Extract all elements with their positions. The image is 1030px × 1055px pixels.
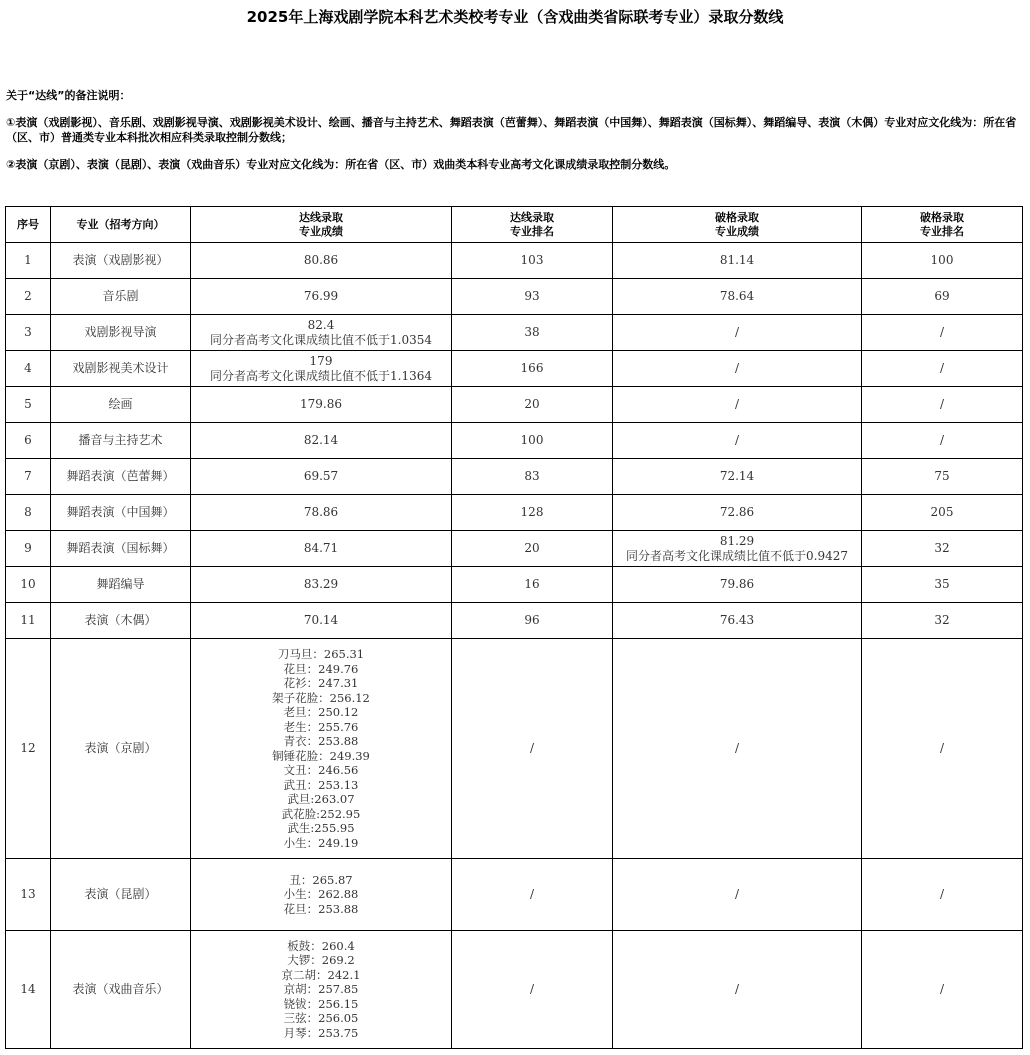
pass-rank-cell: 20: [452, 531, 613, 567]
pass-rank-cell: 93: [452, 279, 613, 315]
major-cell: 播音与主持艺术: [51, 423, 191, 459]
pass-score-cell: 82.4 同分者高考文化课成绩比值不低于1.0354: [191, 315, 452, 351]
header-exception-score: 破格录取 专业成绩: [613, 207, 862, 243]
major-cell: 戏剧影视美术设计: [51, 351, 191, 387]
table-row: [6, 567, 1023, 603]
note-2: ②表演（京剧）、表演（昆剧）、表演（戏曲音乐）专业对应文化线为：所在省（区、市）戏曲类本科专业高考文化课成绩录取控制分数线。: [6, 158, 676, 171]
pass-rank-cell: 38: [452, 315, 613, 351]
seq-cell: 7: [6, 459, 51, 495]
table-row: [6, 459, 1023, 495]
exception-rank-cell: /: [862, 931, 1023, 1049]
seq-cell: 8: [6, 495, 51, 531]
exception-rank-cell: /: [862, 387, 1023, 423]
header-major: 专业（招考方向）: [51, 207, 191, 243]
pass-score-cell: 82.14: [191, 423, 452, 459]
table-row: [6, 639, 1023, 859]
seq-cell: 11: [6, 603, 51, 639]
pass-score-cell: 179 同分者高考文化课成绩比值不低于1.1364: [191, 351, 452, 387]
exception-rank-cell: 32: [862, 531, 1023, 567]
header-pass-score: 达线录取 专业成绩: [191, 207, 452, 243]
pass-rank-cell: /: [452, 639, 613, 859]
table-row: [6, 859, 1023, 931]
pass-rank-cell: 96: [452, 603, 613, 639]
note-1: ①表演（戏剧影视）、音乐剧、戏剧影视导演、戏剧影视美术设计、绘画、播音与主持艺术、舞蹈表演（芭蕾舞）、舞蹈表演（中国舞）、舞蹈表演（国标舞）、舞蹈编导、表演（木偶）专业对应文化线为：所在省（区、市）普通类专业本科批次相应科类录取控制分数线；: [6, 116, 1017, 144]
pass-rank-cell: 103: [452, 243, 613, 279]
exception-score-cell: /: [613, 639, 862, 859]
seq-cell: 3: [6, 315, 51, 351]
exception-rank-cell: 75: [862, 459, 1023, 495]
exception-score-cell: 72.14: [613, 459, 862, 495]
exception-score-cell: 72.86: [613, 495, 862, 531]
notes-section: [6, 88, 1024, 184]
table-row: [6, 351, 1023, 387]
major-cell: 舞蹈表演（芭蕾舞）: [51, 459, 191, 495]
exception-score-cell: /: [613, 387, 862, 423]
exception-rank-cell: 69: [862, 279, 1023, 315]
major-cell: 表演（京剧）: [51, 639, 191, 859]
exception-score-cell: 81.14: [613, 243, 862, 279]
major-cell: 舞蹈表演（国标舞）: [51, 531, 191, 567]
seq-cell: 13: [6, 859, 51, 931]
exception-rank-cell: 32: [862, 603, 1023, 639]
major-cell: 音乐剧: [51, 279, 191, 315]
pass-rank-cell: 83: [452, 459, 613, 495]
exception-rank-cell: /: [862, 639, 1023, 859]
notes-heading: 关于“达线”的备注说明：: [6, 89, 131, 102]
pass-score-cell: 84.71: [191, 531, 452, 567]
seq-cell: 9: [6, 531, 51, 567]
major-cell: 表演（昆剧）: [51, 859, 191, 931]
table-row: [6, 931, 1023, 1049]
seq-cell: 12: [6, 639, 51, 859]
pass-score-cell: 刀马旦：265.31 花旦：249.76 花衫：247.31 架子花脸：256.12 老旦：250.12 老生：255.76 青衣：253.88 铜锤花脸：249.39 文丑：246.56 武丑：253.13 武旦:263.07 武花脸:252.95 武生:255.95 小生：249.19: [191, 639, 452, 859]
pass-rank-cell: 128: [452, 495, 613, 531]
table-header-row: [6, 207, 1023, 243]
table-row: [6, 603, 1023, 639]
seq-cell: 6: [6, 423, 51, 459]
exception-rank-cell: /: [862, 315, 1023, 351]
major-cell: 表演（木偶）: [51, 603, 191, 639]
seq-cell: 1: [6, 243, 51, 279]
major-cell: 舞蹈编导: [51, 567, 191, 603]
seq-cell: 10: [6, 567, 51, 603]
exception-score-cell: 81.29 同分者高考文化课成绩比值不低于0.9427: [613, 531, 862, 567]
header-exception-rank: 破格录取 专业排名: [862, 207, 1023, 243]
table-row: [6, 423, 1023, 459]
pass-score-cell: 板鼓：260.4 大锣：269.2 京二胡：242.1 京胡：257.85 铙钹：256.15 三弦：256.05 月琴：253.75: [191, 931, 452, 1049]
pass-score-cell: 76.99: [191, 279, 452, 315]
table-row: [6, 387, 1023, 423]
page-title: 2025年上海戏剧学院本科艺术类校考专业（含戏曲类省际联考专业）录取分数线: [246, 8, 784, 26]
pass-score-cell: 70.14: [191, 603, 452, 639]
exception-score-cell: /: [613, 859, 862, 931]
pass-rank-cell: /: [452, 859, 613, 931]
header-pass-rank: 达线录取 专业排名: [452, 207, 613, 243]
seq-cell: 5: [6, 387, 51, 423]
major-cell: 戏剧影视导演: [51, 315, 191, 351]
admission-score-table: [5, 206, 1023, 1049]
header-seq: 序号: [6, 207, 51, 243]
pass-score-cell: 78.86: [191, 495, 452, 531]
table-row: [6, 279, 1023, 315]
table-row: [6, 243, 1023, 279]
table-row: [6, 315, 1023, 351]
seq-cell: 14: [6, 931, 51, 1049]
seq-cell: 2: [6, 279, 51, 315]
exception-rank-cell: 35: [862, 567, 1023, 603]
pass-score-cell: 丑：265.87 小生：262.88 花旦：253.88: [191, 859, 452, 931]
pass-rank-cell: 100: [452, 423, 613, 459]
table-row: [6, 531, 1023, 567]
pass-score-cell: 80.86: [191, 243, 452, 279]
major-cell: 绘画: [51, 387, 191, 423]
major-cell: 表演（戏剧影视）: [51, 243, 191, 279]
exception-score-cell: /: [613, 423, 862, 459]
table-row: [6, 495, 1023, 531]
exception-rank-cell: /: [862, 423, 1023, 459]
major-cell: 表演（戏曲音乐）: [51, 931, 191, 1049]
exception-rank-cell: /: [862, 859, 1023, 931]
exception-score-cell: 79.86: [613, 567, 862, 603]
exception-rank-cell: 205: [862, 495, 1023, 531]
exception-score-cell: /: [613, 351, 862, 387]
exception-rank-cell: 100: [862, 243, 1023, 279]
seq-cell: 4: [6, 351, 51, 387]
pass-rank-cell: 16: [452, 567, 613, 603]
pass-rank-cell: /: [452, 931, 613, 1049]
exception-score-cell: 78.64: [613, 279, 862, 315]
exception-score-cell: 76.43: [613, 603, 862, 639]
exception-score-cell: /: [613, 315, 862, 351]
major-cell: 舞蹈表演（中国舞）: [51, 495, 191, 531]
exception-rank-cell: /: [862, 351, 1023, 387]
pass-score-cell: 69.57: [191, 459, 452, 495]
pass-rank-cell: 166: [452, 351, 613, 387]
pass-score-cell: 179.86: [191, 387, 452, 423]
exception-score-cell: /: [613, 931, 862, 1049]
pass-rank-cell: 20: [452, 387, 613, 423]
pass-score-cell: 83.29: [191, 567, 452, 603]
